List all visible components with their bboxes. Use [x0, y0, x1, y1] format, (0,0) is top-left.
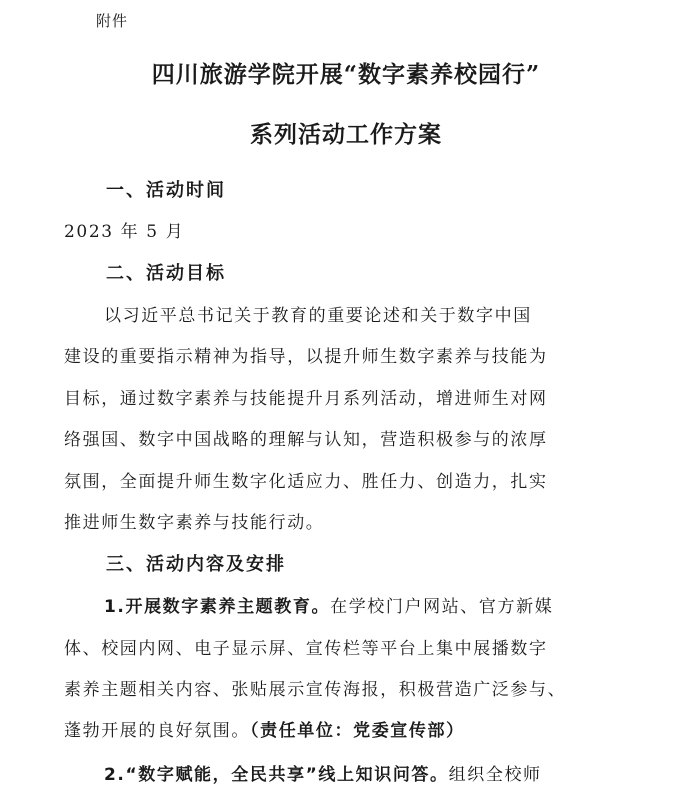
item-1-label: 1.开展数字素养主题教育。: [104, 597, 331, 617]
document-title-line-2: 系列活动工作方案: [250, 121, 442, 148]
goal-paragraph-line: 目标，通过数字素养与技能提升月系列活动，增进师生对网: [64, 389, 548, 409]
goal-paragraph-line: 络强国、数字中国战略的理解与认知，营造积极参与的浓厚: [64, 430, 548, 450]
attachment-label: 附件: [96, 12, 129, 30]
section-heading-content: 三、活动内容及安排: [106, 554, 286, 575]
item-2-text: 组织全校师: [448, 765, 542, 785]
item-1-text: 在学校门户网站、官方新媒: [330, 597, 554, 617]
item-1-line-1: [104, 592, 553, 617]
item-1-line-3: 素养主题相关内容、张贴展示宣传海报，积极营造广泛参与、: [64, 680, 567, 700]
item-2-line-1: [104, 760, 542, 785]
item-1-line-4: [64, 716, 465, 741]
goal-paragraph-line: 氛围，全面提升师生数字化适应力、胜任力、创造力，扎实: [64, 472, 548, 492]
goal-paragraph-line: 推进师生数字素养与技能行动。: [64, 513, 325, 533]
item-2-label: 2.“数字赋能，全民共享”线上知识问答。: [104, 765, 449, 785]
activity-date: 2023 年 5 月: [64, 222, 185, 242]
section-heading-goal: 二、活动目标: [106, 263, 226, 284]
goal-paragraph-line: 以习近平总书记关于教育的重要论述和关于数字中国: [104, 306, 532, 326]
section-heading-time: 一、活动时间: [106, 180, 226, 201]
item-1-line-2: 体、校园内网、电子显示屏、宣传栏等平台上集中展播数字: [64, 639, 548, 659]
item-1-text-end: 蓬勃开展的良好氛围。: [64, 721, 250, 741]
responsible-unit: （责任单位：党委宣传部）: [250, 721, 465, 741]
goal-paragraph-line: 建设的重要指示精神为指导，以提升师生数字素养与技能为: [64, 347, 548, 367]
document-title-line-1: 四川旅游学院开展“数字素养校园行”: [151, 61, 541, 88]
